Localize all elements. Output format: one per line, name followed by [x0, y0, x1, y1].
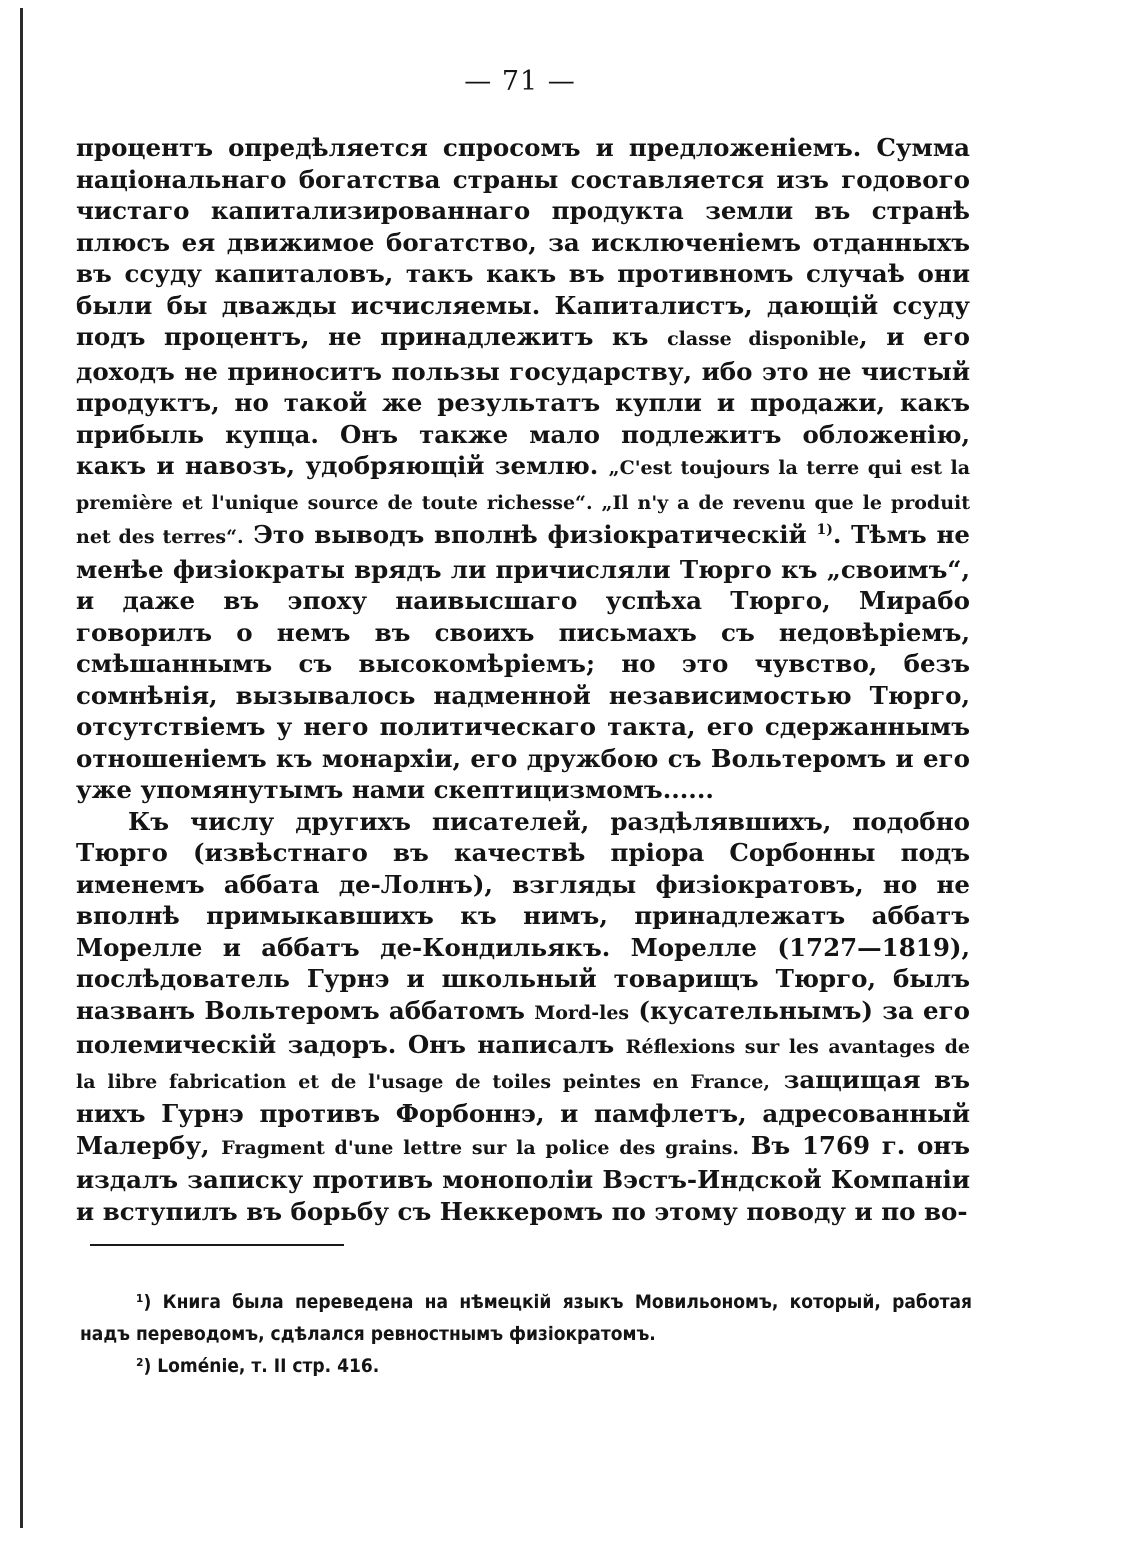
body-text — [76, 132, 970, 1227]
p1-latin-quote: „C'est toujours la terre qui est la première et l'unique source de toute richesse“. „Il n'y a de revenu que le produit net des terres“. — [76, 457, 971, 548]
page-edge-shadow — [20, 8, 23, 1528]
paragraph-1 — [76, 132, 970, 806]
footnote-separator — [90, 1244, 344, 1246]
p2-latin-nickname: Mord-les — [534, 1001, 630, 1024]
footnote-2-mark: ²) — [136, 1355, 152, 1377]
p1-text-3: Это выводъ вполнѣ физіократическій — [253, 520, 807, 549]
p2-text: Къ числу другихъ писателей, раздѣлявшихъ, подобно Тюрго (извѣстнаго въ качествѣ пріора Сорбонны подъ именемъ аббата де-Лолнъ), взгляды физіократовъ, но не вполнѣ примыкавшихъ къ нимъ, принадлежатъ аббатъ Морелле и аббатъ де-Кондильякъ. Морелле (1727—1819), послѣдователь Гурнэ и школьный товарищъ Тюрго, былъ названъ Вольтеромъ аббатомъ — [76, 806, 970, 1025]
p1-text-2: , и его доходъ не приноситъ пользы государству, ибо это не чистый продуктъ, но такой же результатъ купли и продажи, какъ прибыль купца. Онъ также мало подлежитъ обложенію, какъ и навозъ, удобряющій землю. — [76, 322, 971, 480]
footnotes — [80, 1286, 972, 1382]
paragraph-2 — [76, 806, 970, 1228]
footnote-1 — [80, 1286, 972, 1350]
p2-latin-title-2: Fragment d'une lettre sur la police des grains. — [221, 1136, 739, 1159]
p1-text: процентъ опредѣляется спросомъ и предложеніемъ. Сумма національнаго богатства страны составляется изъ годового чистаго капитализированнаго продукта земли въ странѣ плюсъ ея движимое богатство, за исключеніемъ отданныхъ въ ссуду капиталовъ, такъ какъ въ противномъ случаѣ они были бы дважды исчисляемы. Капиталистъ, дающій ссуду подъ процентъ, не принадлежитъ къ — [76, 133, 970, 351]
p2-latin-title-1: Réflexions sur les avantages de la libre fabrication et de l'usage de toiles peintes en France, — [76, 1036, 971, 1093]
footnote-2-text: Loménie, т. II стр. 416. — [157, 1355, 380, 1377]
p2-text-3: защищая въ нихъ Гурнэ противъ Форбоннэ, и памфлетъ, адресованный Малербу, — [76, 1064, 970, 1160]
footnote-1-text: Книга была переведена на нѣмецкій языкъ Мовильономъ, который, работая надъ переводомъ, сдѣлался ревностнымъ физіократомъ. — [80, 1291, 973, 1345]
p1-text-4: . Тѣмъ не менѣе физіократы врядъ ли причисляли Тюрго къ „своимъ“, и даже въ эпоху наивысшаго успѣха Тюрго, Мирабо говорилъ о немъ въ своихъ письмахъ съ недовѣріемъ, смѣшаннымъ съ высокомѣріемъ; но это чувство, безъ сомнѣнія, вызывалось надменной независимостью Тюрго, отсутствіемъ у него политическаго такта, его сдержаннымъ отношеніемъ къ монархіи, его дружбою съ Вольтеромъ и его уже упомянутымъ нами скептицизмомъ...... — [76, 520, 970, 804]
footnote-ref-1[interactable]: 1) — [816, 521, 833, 538]
footnote-1-mark: ¹) — [136, 1291, 152, 1313]
footnote-2 — [80, 1350, 972, 1382]
p2-text-4: Въ 1769 г. онъ издалъ записку противъ монополіи Вэстъ-Индской Компаніи и вступилъ въ борьбу съ Неккеромъ по этому поводу и по во- — [76, 1130, 971, 1226]
p1-latin-phrase-1: classe disponible — [667, 328, 860, 350]
p2-text-2: (кусательнымъ) за его полемическій задоръ. Онъ написалъ — [76, 995, 970, 1059]
page-number: — 71 — — [464, 66, 576, 97]
